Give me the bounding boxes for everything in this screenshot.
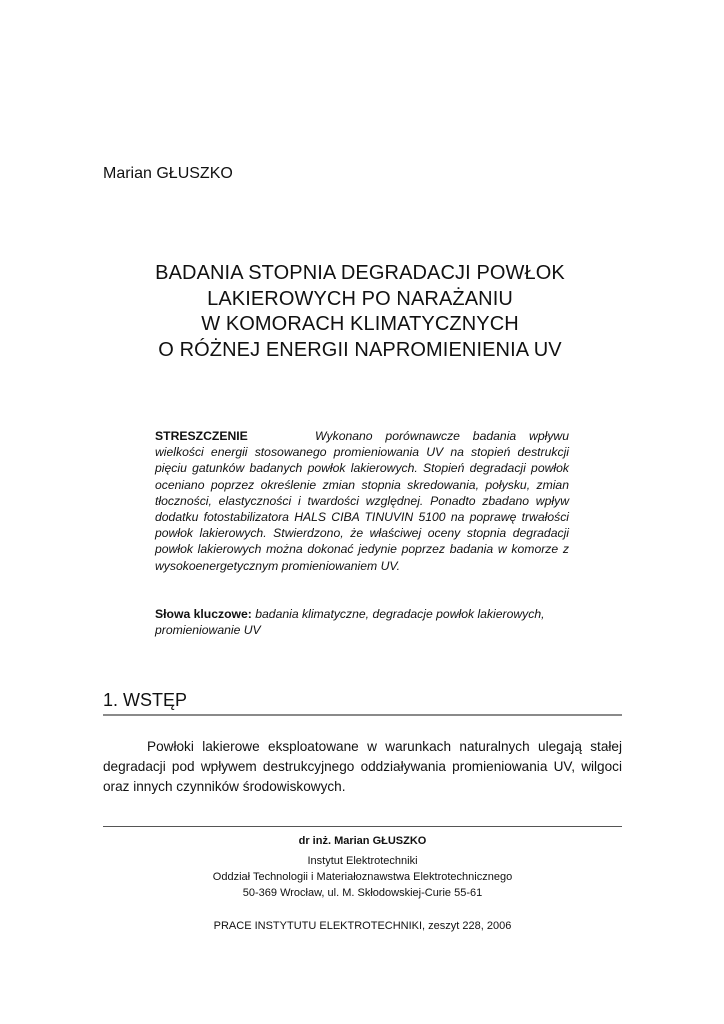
- author-name: Marian GŁUSZKO: [103, 165, 233, 182]
- keywords-label: Słowa kluczowe:: [155, 607, 252, 621]
- affiliation-name: dr inż. Marian GŁUSZKO: [298, 835, 427, 847]
- intro-paragraph: Powłoki lakierowe eksploatowane w warunkach naturalnych ulegają stałej degradacji pod wpływem destrukcyjnego oddziaływania promieniowania UV, wilgoci oraz innych czynników środowiskowych.: [103, 739, 622, 794]
- journal-reference: PRACE INSTYTUTU ELEKTROTECHNIKI, zeszyt 228, 2006: [213, 920, 512, 932]
- affiliation-institute: Instytut Elektrotechniki: [307, 855, 418, 867]
- abstract-label: STRESZCZENIE: [155, 429, 248, 443]
- author-affiliation: [103, 833, 622, 901]
- abstract-text: Wykonano porównawcze badania wpływu wielkości energii stosowanego promieniowania UV na stopień destrukcji pięciu gatunków badanych powłok lakierowych. Stopień degradacji powłok oceniano poprzez określenie zmian stopnia skredowania, połysku, zmian tłoczności, elastyczności i twardości względnej. Ponadto zbadano wpływ dodatku fotostabilizatora HALS CIBA TINUVIN 5100 na poprawę trwałości powłok lakierowych. Stwierdzono, że właściwej oceny stopnia degradacji powłok lakierowych można dokonać jedynie poprzez badania w komorze z wysokoenergetycznym promieniowaniem UV.: [155, 429, 569, 573]
- footnote-divider: [103, 826, 622, 827]
- section-divider: [103, 714, 622, 716]
- affiliation-address: 50-369 Wrocław, ul. M. Skłodowskiej-Curie 55-61: [242, 887, 483, 899]
- paper-title: [100, 261, 620, 363]
- keywords-text: badania klimatyczne, degradacje powłok lakierowych, promieniowanie UV: [155, 607, 545, 638]
- title-line-2: LAKIEROWYCH PO NARAŻANIU: [207, 287, 513, 310]
- title-line-4: O RÓŻNEJ ENERGII NAPROMIENIENIA UV: [158, 338, 562, 361]
- title-line-1: BADANIA STOPNIA DEGRADACJI POWŁOK: [155, 262, 565, 284]
- affiliation-department: Oddział Technologii i Materiałoznawstwa Elektrotechnicznego: [212, 871, 513, 883]
- title-line-3: W KOMORACH KLIMATYCZNYCH: [201, 313, 519, 335]
- keywords: [155, 606, 595, 638]
- abstract: [155, 428, 569, 574]
- section-heading: 1. WSTĘP: [103, 690, 188, 710]
